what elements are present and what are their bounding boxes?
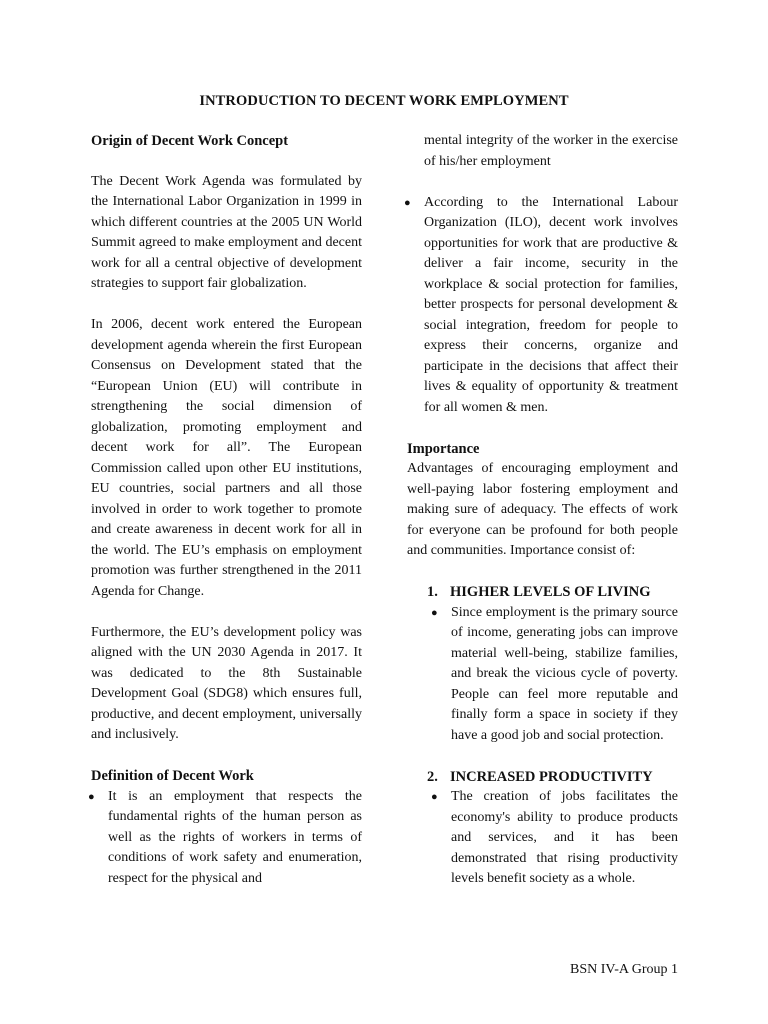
right-column <box>407 131 678 890</box>
origin-heading: Origin of Decent Work Concept <box>91 133 289 149</box>
ilo-bullet: ● According to the International Labour Organization (ILO), decent work involves opportunities for work that are productive & deliver a fair income, security in the workplace & social protection for families, better prospects for personal development & social integration, freedom for people to express their concerns, organize and participate in the decisions that affect their lives & equality of opportunity & treatment for all women & men. <box>407 193 678 419</box>
definition-heading: Definition of Decent Work <box>91 768 254 784</box>
item2-bullet: ● The creation of jobs facilitates the economy's ability to produce products and services, and it has been demonstrated that rising productivity levels benefit society as a whole. <box>434 787 678 890</box>
page-footer: BSN IV-A Group 1 <box>570 962 678 977</box>
item1-heading-text: HIGHER LEVELS OF LIVING <box>450 584 651 600</box>
item1-heading <box>407 582 678 603</box>
item1-number: 1. <box>427 584 438 600</box>
importance-paragraph: Advantages of encouraging employment and well-paying labor fostering employment and making sure of adequacy. The effects of work for everyone can be profound for both people and communities. Importance consist of: <box>407 461 678 558</box>
item2-heading-text: INCREASED PRODUCTIVITY <box>450 768 653 785</box>
definition-continuation: mental integrity of the worker in the exercise of his/her employment <box>424 133 678 169</box>
definition-bullet: ● It is an employment that respects the fundamental rights of the human person as well as the rights of workers in terms of conditions of work safety and enumeration, respect for the physical and <box>91 787 362 890</box>
item2-number: 2. <box>427 768 438 785</box>
origin-paragraph-1: The Decent Work Agenda was formulated by the International Labor Organization in 1999 in which different countries at the 2005 UN World Summit agreed to make employment and decent work for all a central objective of development strategies to support fair globalization. <box>91 173 362 291</box>
importance-heading: Importance <box>407 440 480 457</box>
item2-heading <box>407 767 678 788</box>
origin-paragraph-2: In 2006, decent work entered the European development agenda wherein the first European Consensus on Development stated that the “European Union (EU) will contribute in strengthening the social dimension of globalization, promoting employment and decent work for all”. The European Commission called upon other EU institutions, EU countries, social partners and all those involved in order to work together to promote and create awareness in decent work for all in the world. The EU’s emphasis on employment promotion was further strengthened in the 2011 Agenda for Change. <box>91 317 362 599</box>
document-title: INTRODUCTION TO DECENT WORK EMPLOYMENT <box>199 93 569 109</box>
origin-paragraph-3: Furthermore, the EU’s development policy was aligned with the UN 2030 Agenda in 2017. It was dedicated to the 8th Sustainable Development Goal (SDG8) which ensures full, productive, and decent employment, universally and inclusively. <box>91 624 362 742</box>
left-column <box>91 131 362 889</box>
item1-bullet: ● Since employment is the primary source of income, generating jobs can improve material well-being, stabilize families, and break the vicious cycle of poverty. People can feel more reputable and finally form a space in society if they have a good job and social protection. <box>434 603 678 747</box>
